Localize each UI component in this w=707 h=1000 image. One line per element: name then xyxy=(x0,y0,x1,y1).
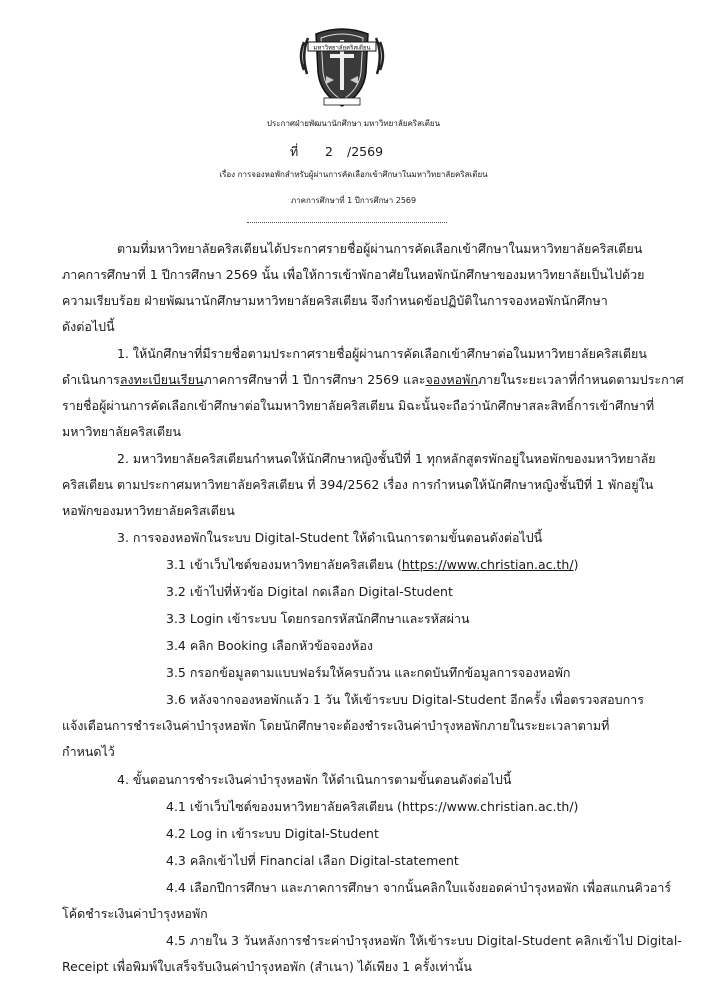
step-3-6: แจ้งเตือนการชำระเงินค่าบำรุงหอพัก โดยนักศึกษาจะต้องชำระเงินค่าบำรุงหอพักภายในระยะเวลาตามที่ xyxy=(62,718,610,733)
item-1-line: 1. ให้นักศึกษาที่มีรายชื่อตามประกาศรายชื่อผู้ผ่านการคัดเลือกเข้าศึกษาต่อในมหาวิทยาลัยคริสเตียน xyxy=(117,346,647,361)
step-3-6: 3.6 หลังจากจองหอพักแล้ว 1 วัน ให้เข้าระบบ Digital-Student อีกครั้ง เพื่อตรวจสอบการ xyxy=(166,692,644,707)
step-4-5: Receipt เพื่อพิมพ์ใบเสร็จรับเงินค่าบำรุงหอพัก (สำเนา) ได้เพียง 1 ครั้งเท่านั้น xyxy=(62,959,472,974)
header-divider xyxy=(247,222,447,223)
intro-line: ตามที่มหาวิทยาลัยคริสเตียนได้ประกาศรายชื่อผู้ผ่านการคัดเลือกเข้าศึกษาในมหาวิทยาลัยคริสเตียน xyxy=(117,241,643,256)
step-4-1: 4.1 เข้าเว็บไซต์ของมหาวิทยาลัยคริสเตียน (https://www.christian.ac.th/) xyxy=(166,799,579,814)
step-4-3: 4.3 คลิกเข้าไปที่ Financial เลือก Digital-statement xyxy=(166,853,459,868)
item-4-title: 4. ขั้นตอนการชำระเงินค่าบำรุงหอพัก ให้ดำเนินการตามขั้นตอนดังต่อไปนี้ xyxy=(117,772,512,787)
number-prefix: ที่ xyxy=(290,144,299,159)
item-1-text: ภาคการศึกษาที่ 1 ปีการศึกษา 2569 และ xyxy=(203,372,426,387)
intro-line: ภาคการศึกษาที่ 1 ปีการศึกษา 2569 นั้น เพื่อให้การเข้าพักอาศัยในหอพักนักศึกษาของมหาวิทยาลัยเป็นไปด้วย xyxy=(62,267,645,282)
step-3-1-text: 3.1 เข้าเว็บไซต์ของมหาวิทยาลัยคริสเตียน ( xyxy=(166,557,402,572)
item-1-line: มหาวิทยาลัยคริสเตียน xyxy=(62,424,182,439)
item-2-line: คริสเตียน ตามประกาศมหาวิทยาลัยคริสเตียน ที่ 394/2562 เรื่อง การกำหนดให้นักศึกษาหญิงชั้นปีที่ 1 พักอยู่ใน xyxy=(62,477,654,492)
university-website-link[interactable]: https://www.christian.ac.th/ xyxy=(401,557,574,572)
step-3-4: 3.4 คลิก Booking เลือกหัวข้อจองห้อง xyxy=(166,638,373,653)
item-2-line: หอพักของมหาวิทยาลัยคริสเตียน xyxy=(62,503,235,518)
intro-line: ความเรียบร้อย ฝ่ายพัฒนานักศึกษามหาวิทยาลัยคริสเตียน จึงกำหนดข้อปฏิบัติในการจองหอพักนักศึกษา xyxy=(62,293,608,308)
step-3-2: 3.2 เข้าไปที่หัวข้อ Digital กดเลือก Digital-Student xyxy=(166,584,453,599)
item-1-text: ดำเนินการ xyxy=(62,372,120,387)
step-3-1-text: ) xyxy=(573,557,579,572)
step-4-2: 4.2 Log in เข้าระบบ Digital-Student xyxy=(166,826,379,841)
university-seal-logo xyxy=(294,20,390,110)
step-3-3: 3.3 Login เข้าระบบ โดยกรอกรหัสนักศึกษาและรหัสผ่าน xyxy=(166,611,470,626)
announcement-year: /2569 xyxy=(347,144,384,159)
step-3-1 xyxy=(166,557,578,573)
step-3-6: กำหนดไว้ xyxy=(62,744,115,759)
announcement-term: ภาคการศึกษาที่ 1 ปีการศึกษา 2569 xyxy=(290,196,417,205)
item-1-text: ภายในระยะเวลาที่กำหนดตามประกาศ xyxy=(477,372,684,387)
item-1-line: รายชื่อผู้ผ่านการคัดเลือกเข้าศึกษาต่อในมหาวิทยาลัยคริสเตียน มิฉะนั้นจะถือว่านักศึกษาสละสิทธิ์การเข้าศึกษาที่ xyxy=(62,398,655,413)
underlined-booking: จองหอพัก xyxy=(425,372,478,387)
item-3-title: 3. การจองหอพักในระบบ Digital-Student ให้ดำเนินการตามขั้นตอนดังต่อไปนี้ xyxy=(117,530,543,545)
announcement-subject: เรื่อง การจองหอพักสำหรับผู้ผ่านการคัดเลือกเข้าศึกษาในมหาวิทยาลัยคริสเตียน xyxy=(219,170,488,179)
step-3-5: 3.5 กรอกข้อมูลตามแบบฟอร์มให้ครบถ้วน และกดบันทึกข้อมูลการจองหอพัก xyxy=(166,665,571,680)
item-1-line xyxy=(62,372,684,388)
intro-line: ดังต่อไปนี้ xyxy=(62,319,115,334)
item-2-line: 2. มหาวิทยาลัยคริสเตียนกำหนดให้นักศึกษาหญิงชั้นปีที่ 1 ทุกหลักสูตรพักอยู่ในหอพักของมหาวิทยาลัย xyxy=(117,451,656,466)
announcement-title: ประกาศฝ่ายพัฒนานักศึกษา มหาวิทยาลัยคริสเตียน xyxy=(266,119,441,128)
step-4-4: โค้ดชำระเงินค่าบำรุงหอพัก xyxy=(62,906,208,921)
step-4-4: 4.4 เลือกปีการศึกษา และภาคการศึกษา จากนั้นคลิกใบแจ้งยอดค่าบำรุงหอพัก เพื่อสแกนคิวอาร์ xyxy=(166,880,672,895)
announcement-number: 2 xyxy=(325,144,333,159)
seal-banner-text: มหาวิทยาลัยคริสเตียน xyxy=(313,44,371,52)
underlined-register: ลงทะเบียนเรียน xyxy=(119,372,204,387)
step-4-5: 4.5 ภายใน 3 วันหลังการชำระค่าบำรุงหอพัก ให้เข้าระบบ Digital-Student คลิกเข้าไป Digital- xyxy=(166,933,682,948)
